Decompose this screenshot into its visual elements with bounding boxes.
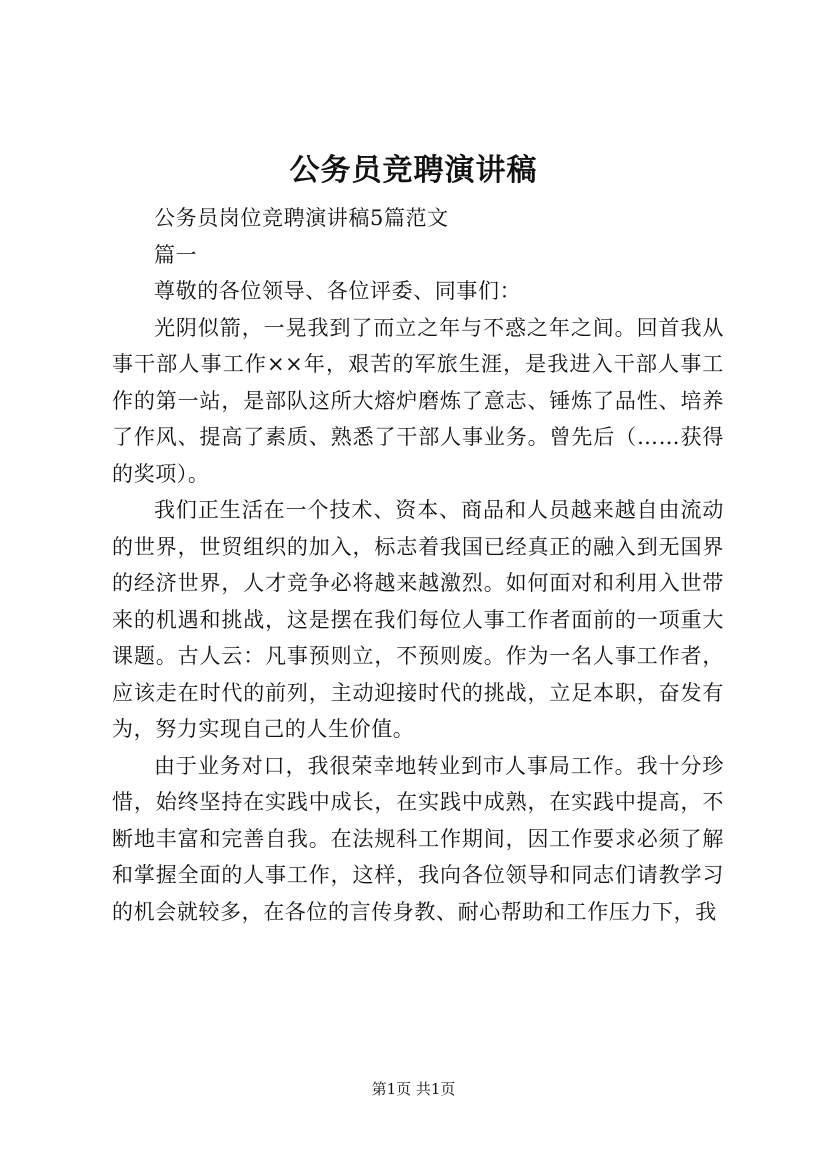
page-number-footer: 第1页 共1页: [371, 1080, 456, 1098]
paragraph-section-label: 篇一: [154, 242, 198, 267]
document-title: 公务员竞聘演讲稿: [289, 153, 538, 188]
paragraph-3: 由于业务对口，我很荣幸地转业到市人事局工作。我十分珍惜，始终坚持在实践中成长，在实践中成熟，在实践中提高，不断地丰富和完善自我。在法规科工作期间，因工作要求必须了解和掌握全面的人事工作，这样，我向各位领导和同志们请教学习的机会就较多，在各位的言传身教、耐心帮助和工作压力下，我: [112, 753, 724, 924]
paragraph-2: 我们正生活在一个技术、资本、商品和人员越来越自由流动的世界，世贸组织的加入，标志着我国已经真正的融入到无国界的经济世界，人才竞争必将越来越激烈。如何面对和利用入世带来的机遇和挑战，这是摆在我们每位人事工作者面前的一项重大课题。古人云：凡事预则立，不预则废。作为一名人事工作者，应该走在时代的前列，主动迎接时代的挑战，立足本职，奋发有为，努力实现自己的人生价值。: [112, 498, 724, 741]
paragraph-subtitle: 公务员岗位竞聘演讲稿5篇范文: [154, 206, 449, 230]
document-body: [112, 200, 724, 930]
paragraph-1: 光阴似箭，一晃我到了而立之年与不惑之年之间。回首我从事干部人事工作××年，艰苦的军旅生涯，是我进入干部人事工作的第一站，是部队这所大熔炉磨炼了意志、锤炼了品性、培养了作风、提高了素质、熟悉了干部人事业务。曾先后（……获得的奖项）。: [112, 315, 724, 486]
paragraph-salutation: 尊敬的各位领导、各位评委、同事们：: [154, 279, 522, 303]
